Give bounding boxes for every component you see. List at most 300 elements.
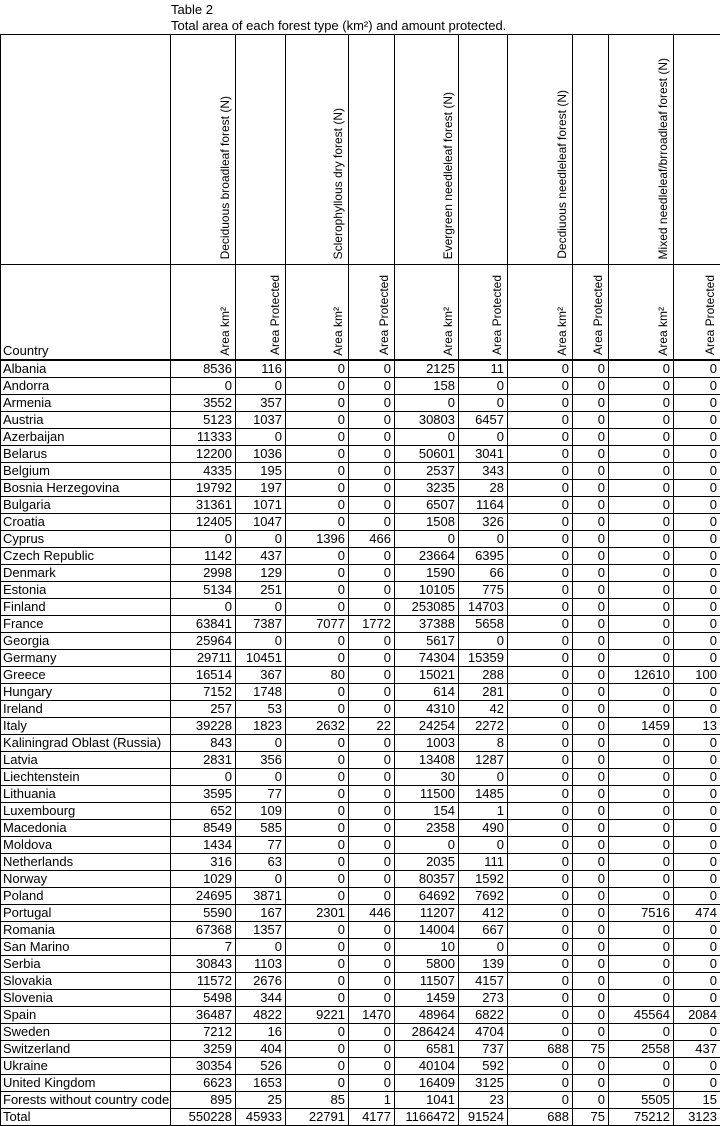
value-cell: 12200 [171,445,236,462]
value-cell: 0 [573,649,609,666]
country-cell: Bosnia Herzegovina [1,479,171,496]
value-cell: 257 [171,700,236,717]
value-cell: 12405 [171,513,236,530]
subheader-area-protected: Area Protected [591,275,605,356]
value-cell: 0 [609,1023,674,1040]
value-cell: 0 [674,700,720,717]
value-cell: 0 [674,836,720,853]
value-cell: 688 [508,1108,573,1125]
value-cell: 15359 [459,649,508,666]
table-row [1,632,720,649]
value-cell: 91524 [459,1108,508,1125]
value-cell: 1590 [395,564,459,581]
country-cell: Ireland [1,700,171,717]
value-cell: 1142 [171,547,236,564]
value-cell: 0 [674,496,720,513]
value-cell: 0 [395,530,459,547]
value-cell: 11572 [171,972,236,989]
value-cell: 139 [459,955,508,972]
value-cell: 0 [674,1023,720,1040]
table-row [1,887,720,904]
value-cell: 0 [609,513,674,530]
country-cell: Georgia [1,632,171,649]
group-label-deciduous-needleleaf: Decdiuous needleleaf forest (N) [555,90,569,259]
value-cell: 1748 [236,683,286,700]
value-cell: 281 [459,683,508,700]
country-cell: Azerbaijan [1,428,171,445]
value-cell: 0 [674,428,720,445]
value-cell: 326 [459,513,508,530]
value-cell: 3125 [459,1074,508,1091]
value-cell: 15021 [395,666,459,683]
value-cell: 0 [674,615,720,632]
value-cell: 0 [674,1057,720,1074]
value-cell: 1041 [395,1091,459,1108]
value-cell: 1 [349,1091,395,1108]
value-cell: 0 [349,836,395,853]
value-cell: 1003 [395,734,459,751]
country-cell: Total [1,1108,171,1125]
value-cell: 343 [459,462,508,479]
value-cell: 0 [609,1074,674,1091]
value-cell: 0 [286,955,349,972]
value-cell: 0 [286,989,349,1006]
value-cell: 0 [286,632,349,649]
table-row [1,360,720,378]
country-cell: Croatia [1,513,171,530]
value-cell: 1508 [395,513,459,530]
country-cell: Poland [1,887,171,904]
table-row [1,462,720,479]
value-cell: 1166472 [395,1108,459,1125]
value-cell: 0 [609,598,674,615]
country-cell: Sweden [1,1023,171,1040]
value-cell: 0 [674,955,720,972]
country-cell: Italy [1,717,171,734]
subheader-cell [395,265,459,360]
value-cell: 3552 [171,394,236,411]
country-cell: Belarus [1,445,171,462]
value-cell: 30843 [171,955,236,972]
value-cell: 0 [349,989,395,1006]
value-cell: 66 [459,564,508,581]
table-row [1,972,720,989]
empty-header-cell [674,35,720,265]
value-cell: 2676 [236,972,286,989]
value-cell: 2301 [286,904,349,921]
value-cell: 0 [573,938,609,955]
value-cell: 5617 [395,632,459,649]
table-row [1,683,720,700]
table-row [1,1074,720,1091]
table-body [1,360,720,1126]
value-cell: 0 [573,547,609,564]
value-cell: 0 [286,649,349,666]
value-cell: 404 [236,1040,286,1057]
value-cell: 0 [609,445,674,462]
value-cell: 1396 [286,530,349,547]
value-cell: 0 [286,360,349,378]
value-cell: 0 [573,666,609,683]
value-cell: 167 [236,904,286,921]
value-cell: 0 [609,989,674,1006]
value-cell: 0 [349,751,395,768]
table-row [1,938,720,955]
value-cell: 0 [508,734,573,751]
value-cell: 0 [609,955,674,972]
value-cell: 0 [573,632,609,649]
value-cell: 1459 [395,989,459,1006]
value-cell: 45564 [609,1006,674,1023]
value-cell: 288 [459,666,508,683]
value-cell: 0 [508,955,573,972]
value-cell: 0 [286,819,349,836]
value-cell: 25 [236,1091,286,1108]
value-cell: 0 [459,632,508,649]
value-cell: 0 [508,1006,573,1023]
value-cell: 50601 [395,445,459,462]
table-row [1,649,720,666]
value-cell: 0 [573,428,609,445]
value-cell: 1823 [236,717,286,734]
value-cell: 437 [236,547,286,564]
value-cell: 0 [349,683,395,700]
value-cell: 0 [674,972,720,989]
value-cell: 273 [459,989,508,1006]
value-cell: 0 [609,853,674,870]
value-cell: 0 [349,802,395,819]
value-cell: 0 [609,887,674,904]
subheader-cell [286,265,349,360]
value-cell: 0 [609,972,674,989]
value-cell: 5800 [395,955,459,972]
corner-cell-empty [1,35,171,265]
value-cell: 0 [236,734,286,751]
value-cell: 8 [459,734,508,751]
value-cell: 2358 [395,819,459,836]
value-cell: 0 [508,921,573,938]
table-row [1,870,720,887]
value-cell: 0 [286,428,349,445]
value-cell: 0 [508,462,573,479]
value-cell: 0 [674,462,720,479]
value-cell: 0 [286,445,349,462]
value-cell: 0 [674,989,720,1006]
value-cell: 8536 [171,360,236,378]
value-cell: 2632 [286,717,349,734]
value-cell: 7692 [459,887,508,904]
value-cell: 0 [674,445,720,462]
value-cell: 1071 [236,496,286,513]
country-cell: Germany [1,649,171,666]
value-cell: 0 [674,530,720,547]
value-cell: 0 [508,649,573,666]
value-cell: 0 [508,1091,573,1108]
value-cell: 0 [459,377,508,394]
value-cell: 585 [236,819,286,836]
value-cell: 5590 [171,904,236,921]
value-cell: 0 [286,462,349,479]
value-cell: 0 [508,360,573,378]
value-cell: 0 [349,445,395,462]
value-cell: 14004 [395,921,459,938]
value-cell: 0 [573,530,609,547]
table-row [1,734,720,751]
country-cell: Serbia [1,955,171,972]
value-cell: 356 [236,751,286,768]
value-cell: 4335 [171,462,236,479]
group-header-cell [286,35,349,265]
country-cell: France [1,615,171,632]
value-cell: 0 [508,853,573,870]
value-cell: 0 [573,462,609,479]
value-cell: 8549 [171,819,236,836]
value-cell: 2831 [171,751,236,768]
value-cell: 0 [609,581,674,598]
value-cell: 75212 [609,1108,674,1125]
value-cell: 0 [508,411,573,428]
value-cell: 0 [508,802,573,819]
value-cell: 22 [349,717,395,734]
value-cell: 30803 [395,411,459,428]
country-cell: Kaliningrad Oblast (Russia) [1,734,171,751]
value-cell: 12610 [609,666,674,683]
value-cell: 2537 [395,462,459,479]
table-row [1,598,720,615]
value-cell: 0 [508,530,573,547]
value-cell: 0 [459,394,508,411]
value-cell: 0 [508,1074,573,1091]
value-cell: 0 [508,904,573,921]
value-cell: 0 [674,802,720,819]
empty-header-cell [236,35,286,265]
value-cell: 4704 [459,1023,508,1040]
country-cell: Switzerland [1,1040,171,1057]
value-cell: 0 [508,445,573,462]
value-cell: 0 [674,768,720,785]
value-cell: 0 [349,649,395,666]
table-row [1,564,720,581]
value-cell: 0 [573,564,609,581]
value-cell: 15 [674,1091,720,1108]
country-cell: Hungary [1,683,171,700]
value-cell: 9221 [286,1006,349,1023]
value-cell: 6822 [459,1006,508,1023]
table-row [1,989,720,1006]
value-cell: 2035 [395,853,459,870]
table-row [1,411,720,428]
value-cell: 843 [171,734,236,751]
value-cell: 0 [573,411,609,428]
value-cell: 0 [609,649,674,666]
country-cell: Czech Republic [1,547,171,564]
country-cell: Romania [1,921,171,938]
table-caption: Total area of each forest type (km²) and amount protected. [171,18,507,33]
value-cell: 0 [459,836,508,853]
value-cell: 0 [573,955,609,972]
value-cell: 5505 [609,1091,674,1108]
value-cell: 0 [573,1074,609,1091]
country-cell: San Marino [1,938,171,955]
value-cell: 0 [573,802,609,819]
value-cell: 129 [236,564,286,581]
value-cell: 0 [573,734,609,751]
value-cell: 5498 [171,989,236,1006]
value-cell: 7387 [236,615,286,632]
value-cell: 0 [573,360,609,378]
value-cell: 13408 [395,751,459,768]
value-cell: 0 [508,972,573,989]
value-cell: 0 [674,377,720,394]
value-cell: 0 [508,513,573,530]
subheader-area-km2: Area km² [656,306,670,356]
value-cell: 80357 [395,870,459,887]
value-cell: 1357 [236,921,286,938]
value-cell: 11207 [395,904,459,921]
value-cell: 0 [236,377,286,394]
subheader-cell [573,265,609,360]
total-row [1,1108,720,1125]
value-cell: 0 [171,377,236,394]
value-cell: 0 [349,1023,395,1040]
table-row [1,496,720,513]
value-cell: 7077 [286,615,349,632]
value-cell: 0 [349,819,395,836]
group-label-evergreen-needleleaf: Evergreen needleleaf forest (N) [441,91,455,259]
subheader-area-protected: Area Protected [377,275,391,356]
group-header-cell [171,35,236,265]
value-cell: 0 [573,904,609,921]
value-cell: 0 [573,513,609,530]
value-cell: 10451 [236,649,286,666]
value-cell: 11 [459,360,508,378]
value-cell: 0 [236,768,286,785]
value-cell: 0 [573,887,609,904]
value-cell: 0 [508,836,573,853]
group-label-sclerophyllous-dry: Sclerophyllous dry forest (N) [331,107,345,259]
value-cell: 0 [573,1057,609,1074]
value-cell: 0 [349,768,395,785]
value-cell: 0 [609,700,674,717]
value-cell: 0 [508,1057,573,1074]
value-cell: 0 [674,564,720,581]
value-cell: 0 [349,921,395,938]
value-cell: 466 [349,530,395,547]
empty-header-cell [349,35,395,265]
table-row [1,1006,720,1023]
country-cell: Austria [1,411,171,428]
subheader-row [1,265,720,360]
value-cell: 0 [609,751,674,768]
value-cell: 0 [459,938,508,955]
value-cell: 0 [349,598,395,615]
value-cell: 0 [286,496,349,513]
value-cell: 0 [508,496,573,513]
value-cell: 11333 [171,428,236,445]
country-cell: Portugal [1,904,171,921]
value-cell: 1592 [459,870,508,887]
value-cell: 0 [349,938,395,955]
value-cell: 0 [609,530,674,547]
value-cell: 16409 [395,1074,459,1091]
value-cell: 474 [674,904,720,921]
value-cell: 0 [349,734,395,751]
table-row [1,547,720,564]
value-cell: 116 [236,360,286,378]
value-cell: 0 [286,870,349,887]
value-cell: 0 [609,360,674,378]
value-cell: 0 [674,411,720,428]
value-cell: 0 [609,870,674,887]
value-cell: 0 [286,921,349,938]
value-cell: 0 [349,870,395,887]
value-cell: 16514 [171,666,236,683]
value-cell: 251 [236,581,286,598]
value-cell: 0 [508,717,573,734]
value-cell: 0 [573,1023,609,1040]
value-cell: 16 [236,1023,286,1040]
value-cell: 0 [573,1091,609,1108]
value-cell: 1164 [459,496,508,513]
value-cell: 109 [236,802,286,819]
value-cell: 0 [508,1023,573,1040]
value-cell: 0 [508,870,573,887]
value-cell: 3595 [171,785,236,802]
value-cell: 0 [609,785,674,802]
country-cell: Liechtenstein [1,768,171,785]
value-cell: 100 [674,666,720,683]
table-row [1,819,720,836]
value-cell: 0 [674,479,720,496]
value-cell: 7152 [171,683,236,700]
value-cell: 4310 [395,700,459,717]
country-cell: Armenia [1,394,171,411]
value-cell: 286424 [395,1023,459,1040]
value-cell: 0 [573,836,609,853]
value-cell: 0 [286,734,349,751]
country-header-cell [1,265,171,360]
value-cell: 0 [573,615,609,632]
value-cell: 0 [286,564,349,581]
value-cell: 0 [573,598,609,615]
value-cell: 14703 [459,598,508,615]
country-cell: Greece [1,666,171,683]
value-cell: 2998 [171,564,236,581]
value-cell: 0 [349,513,395,530]
country-cell: Lithuania [1,785,171,802]
value-cell: 0 [573,972,609,989]
value-cell: 0 [674,870,720,887]
table-row [1,955,720,972]
value-cell: 0 [609,836,674,853]
value-cell: 5123 [171,411,236,428]
subheader-cell [349,265,395,360]
value-cell: 67368 [171,921,236,938]
country-cell: Finland [1,598,171,615]
value-cell: 0 [349,360,395,378]
value-cell: 63 [236,853,286,870]
value-cell: 253085 [395,598,459,615]
value-cell: 25964 [171,632,236,649]
value-cell: 0 [349,632,395,649]
table-row [1,904,720,921]
value-cell: 1103 [236,955,286,972]
value-cell: 0 [349,547,395,564]
value-cell: 1434 [171,836,236,853]
value-cell: 0 [609,921,674,938]
value-cell: 895 [171,1091,236,1108]
value-cell: 53 [236,700,286,717]
